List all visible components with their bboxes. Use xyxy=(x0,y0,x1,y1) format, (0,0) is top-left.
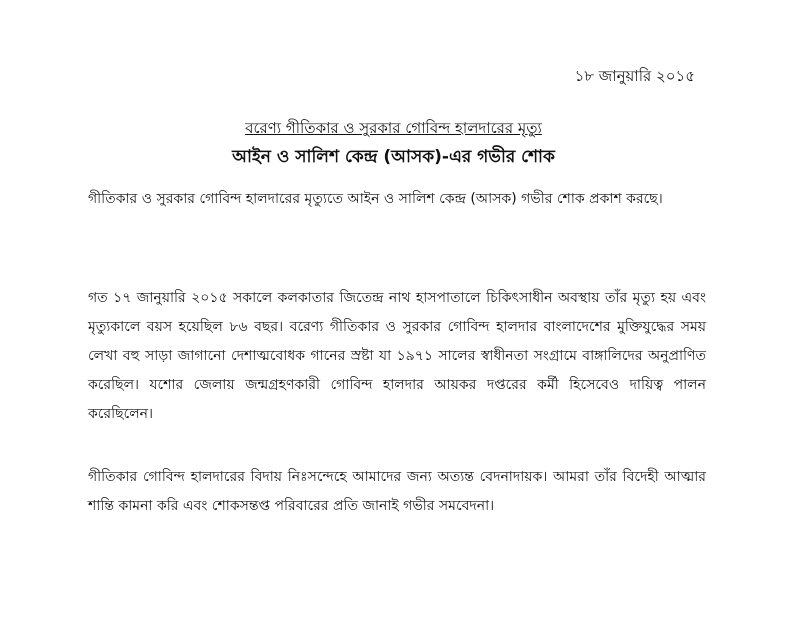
headline-subtitle: আইন ও সালিশ কেন্দ্র (আসক)-এর গভীর শোক xyxy=(232,147,555,167)
paragraph-3: গীতিকার গোবিন্দ হালদারের বিদায় নিঃসন্দেহে আমাদের জন্য অত্যন্ত বেদনাদায়ক। আমরা তাঁর বিদেহী আত্মার শান্তি কামনা করি এবং শোকসন্তপ্ত পরিবারের প্রতি জানাই গভীর সমবেদনা। xyxy=(88,469,706,514)
headline-title: বরেণ্য গীতিকার ও সুরকার গোবিন্দ হালদারের মৃত্যু xyxy=(245,119,542,137)
paragraph-1: গীতিকার ও সুরকার গোবিন্দ হালদারের মৃত্যুতে আইন ও সালিশ কেন্দ্র (আসক) গভীর শোক প্রকাশ করছে। xyxy=(88,191,663,207)
release-date: ১৮ জানুয়ারি ২০১৫ xyxy=(574,67,695,85)
paragraph-2: গত ১৭ জানুয়ারি ২০১৫ সকালে কলকাতার জিতেন্দ্র নাথ হাসপাতালে চিকিৎসাধীন অবস্থায় তাঁর মৃত্যু হয় এবং মৃত্যুকালে বয়স হয়েছিল ৮৬ বছর। বরেণ্য গীতিকার ও সুরকার গোবিন্দ হালদার বাংলাদেশের মুক্তিযুদ্ধের সময় লেখা বহু সাড়া জাগানো দেশাত্মবোধক গানের স্রষ্টা যা ১৯৭১ সালের স্বাধীনতা সংগ্রামে বাঙ্গালিদের অনুপ্রাণিত করেছিল। যশোর জেলায় জন্মগ্রহণকারী গোবিন্দ হালদার আয়কর দপ্তরের কর্মী হিসেবেও দায়িত্ব পালন করেছিলেন। xyxy=(88,290,706,422)
